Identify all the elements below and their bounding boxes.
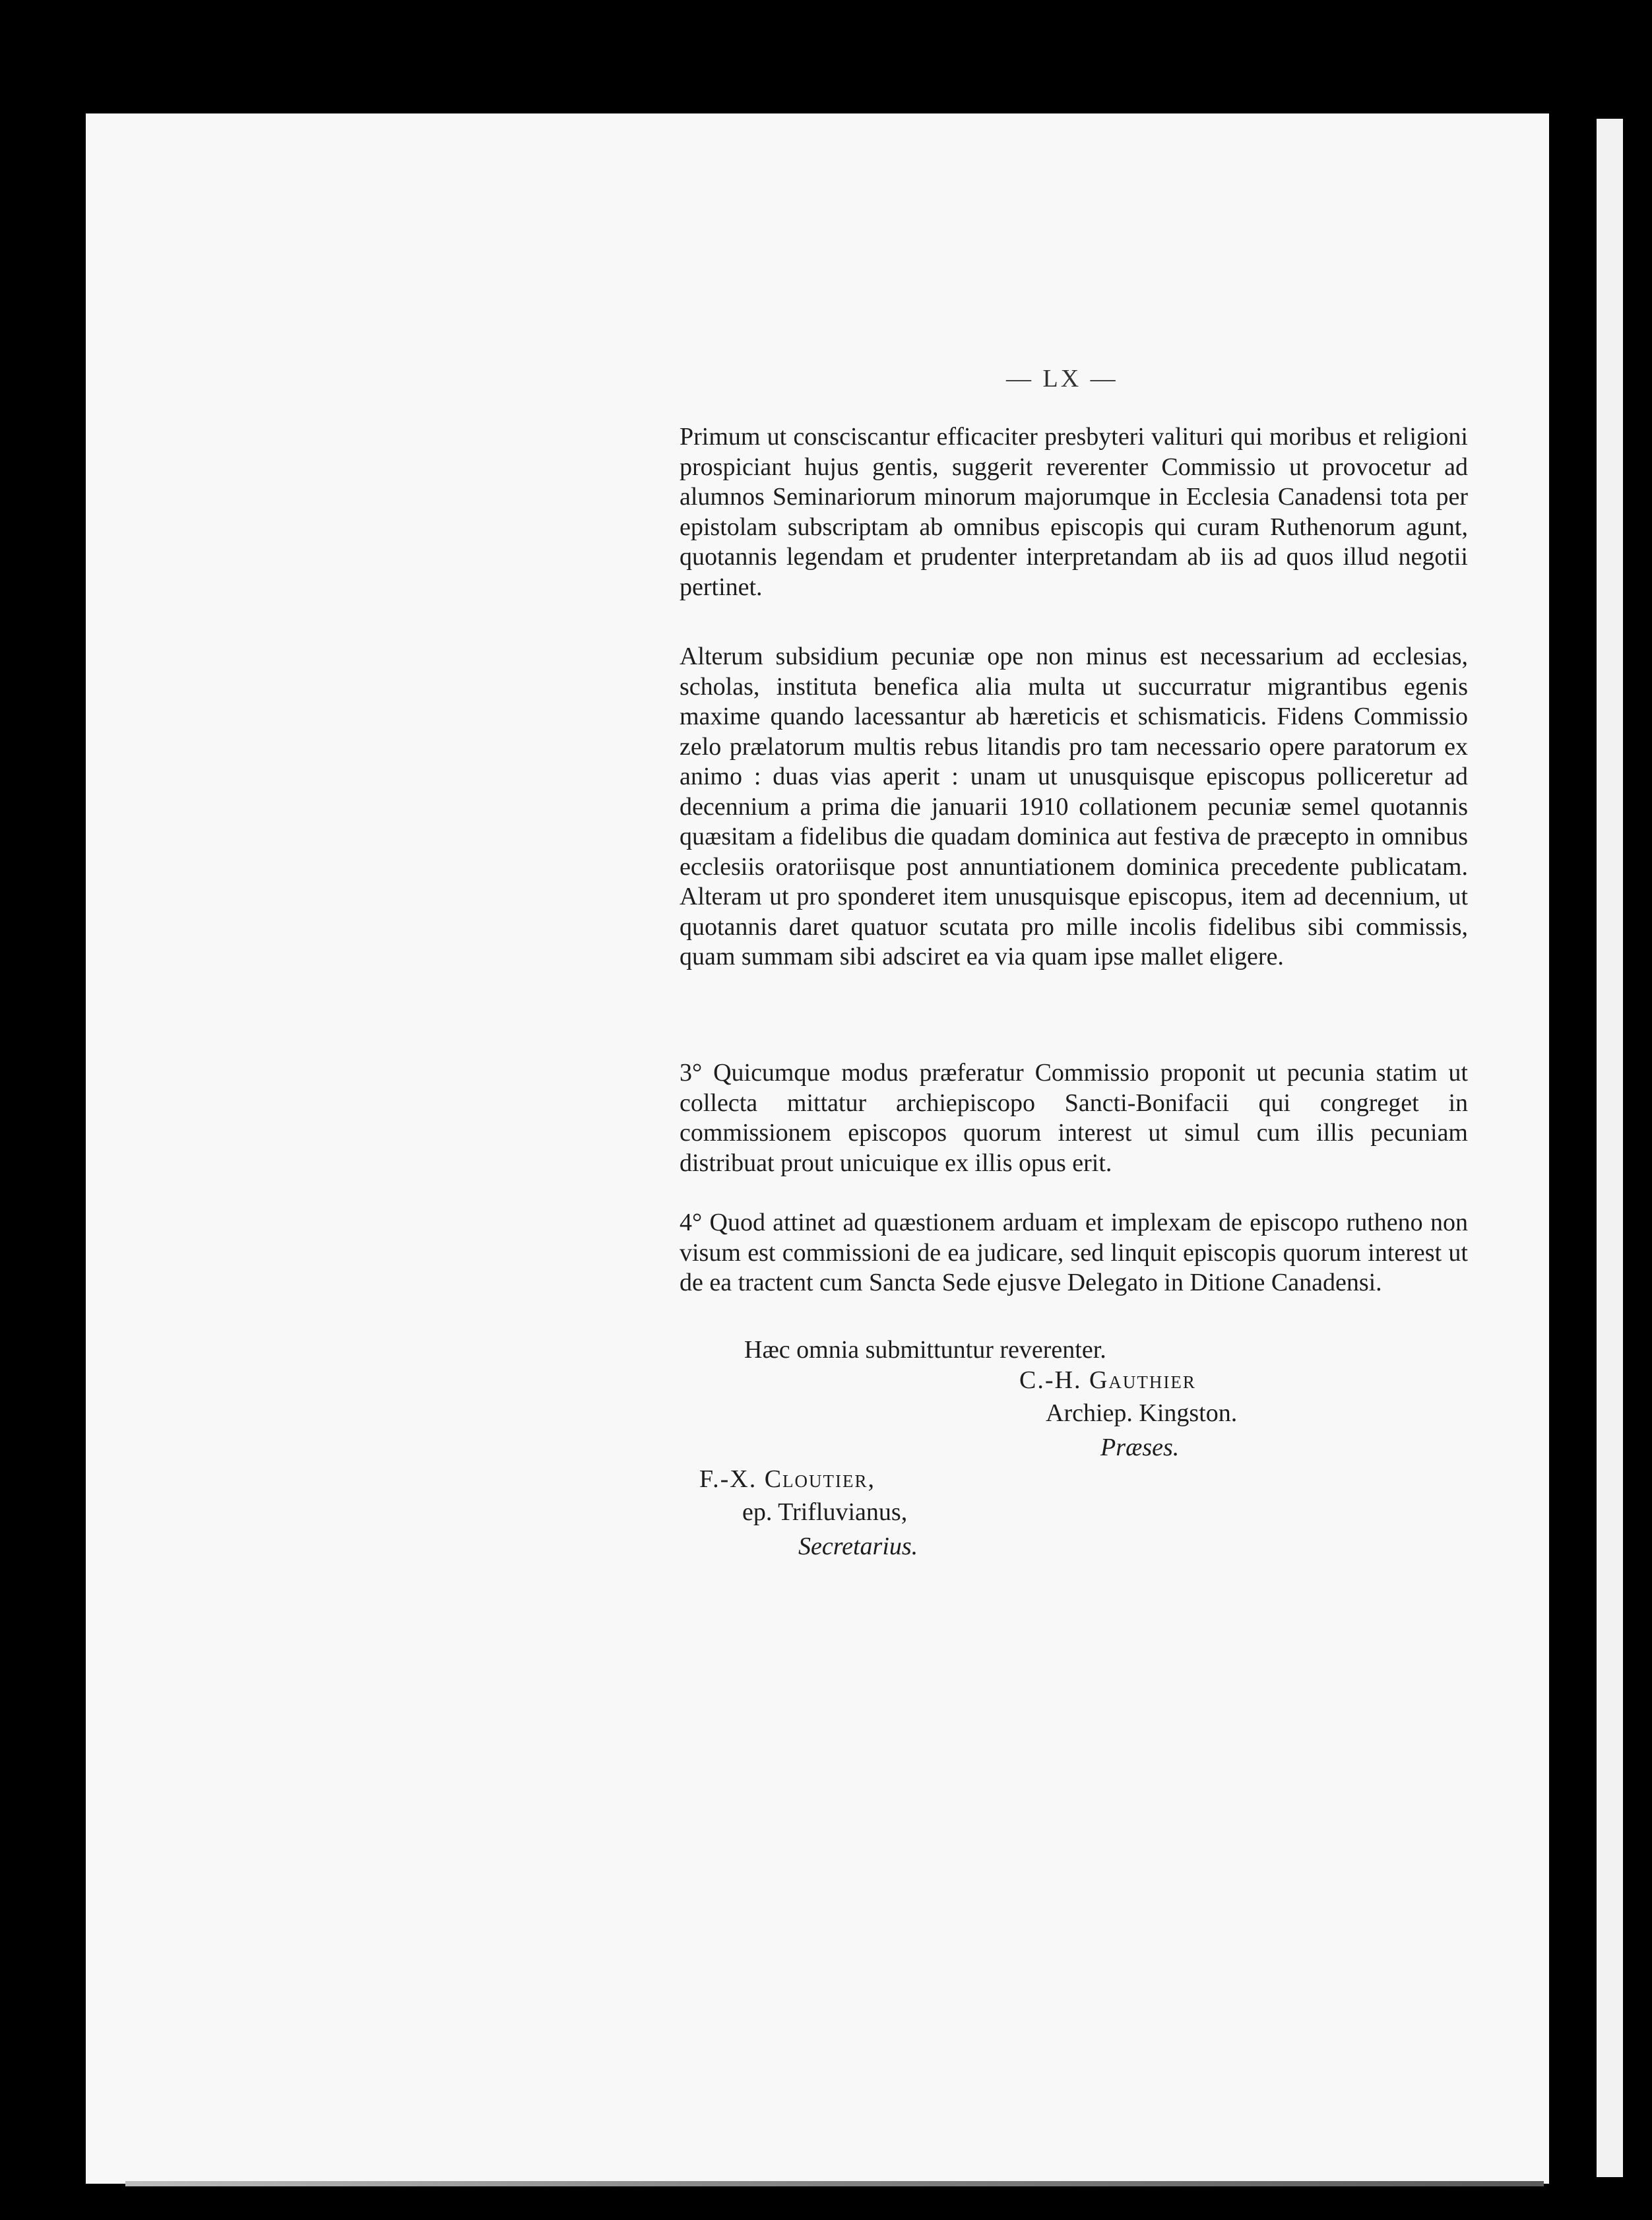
signature-1-name: C.-H. Gauthier [1019,1366,1196,1394]
signature-2-title: ep. Trifluvianus, [742,1498,908,1526]
paragraph-1: Primum ut consciscantur efficaciter presbyteri valituri qui moribus et religioni prospiciant hujus gentis, suggerit reverenter Commissio ut provocetur ad alumnos Seminariorum minorum majorumque in Ecclesia Canadensi tota per epistolam subscriptam ab omnibus episcopis qui curam Ruthenorum agunt, quotannis legendam et prudenter interpretandam ab iis ad quos illud negotii pertinet. [680,423,1468,601]
paragraph-4: 4° Quod attinet ad quæstionem arduam et implexam de episcopo rutheno non visum est commissioni de ea judicare, sed linquit episcopis quorum interest ut de ea tractent cum Sancta Sede ejusve Delegato in Ditione Canadensi. [680,1209,1468,1296]
paragraph-2: Alterum subsidium pecuniæ ope non minus est necessarium ad ecclesias, scholas, instituta benefica alia multa ut succurratur migrantibus egenis maxime quando lacessantur ab hæreticis et schismaticis. Fidens Commissio zelo prælatorum multis rebus litandis pro tam necessario opere paratorum ex animo : duas vias aperit : unam ut unusquisque episcopus polliceretur ad decennium a prima die januarii 1910 collationem pecuniæ semel quotannis quæsitam a fidelibus die quadam dominica aut festiva de præcepto in omnibus ecclesiis oratoriisque post annuntiationem dominica precedente publicatam. Alteram ut pro sponderet item unusquisque episcopus, item ad decennium, ut quotannis daret quatuor scutata pro mille incolis fidelibus sibi commissis, quam summam sibi adsciret ea via quam ipse mallet eligere. [680,643,1468,970]
signature-1-role: Præses. [1100,1434,1180,1461]
page-number: — LX — [1006,365,1118,393]
signature-1-title: Archiep. Kingston. [1046,1399,1238,1427]
signature-2-role: Secretarius. [798,1533,918,1560]
adjacent-page-edge [1597,119,1623,2177]
paragraph-3: 3° Quicumque modus præferatur Commissio proponit ut pecunia statim ut collecta mittatur archiepiscopo Sancti-Bonifacii qui congreget in commissionem episcopos quorum interest ut simul cum illis pecuniam distribuat prout unicuique ex illis opus erit. [680,1059,1468,1177]
signature-2-name: F.-X. Cloutier, [699,1465,876,1493]
scan-edge-streak [125,2181,1544,2186]
closing-line: Hæc omnia submittuntur reverenter. [744,1336,1106,1364]
